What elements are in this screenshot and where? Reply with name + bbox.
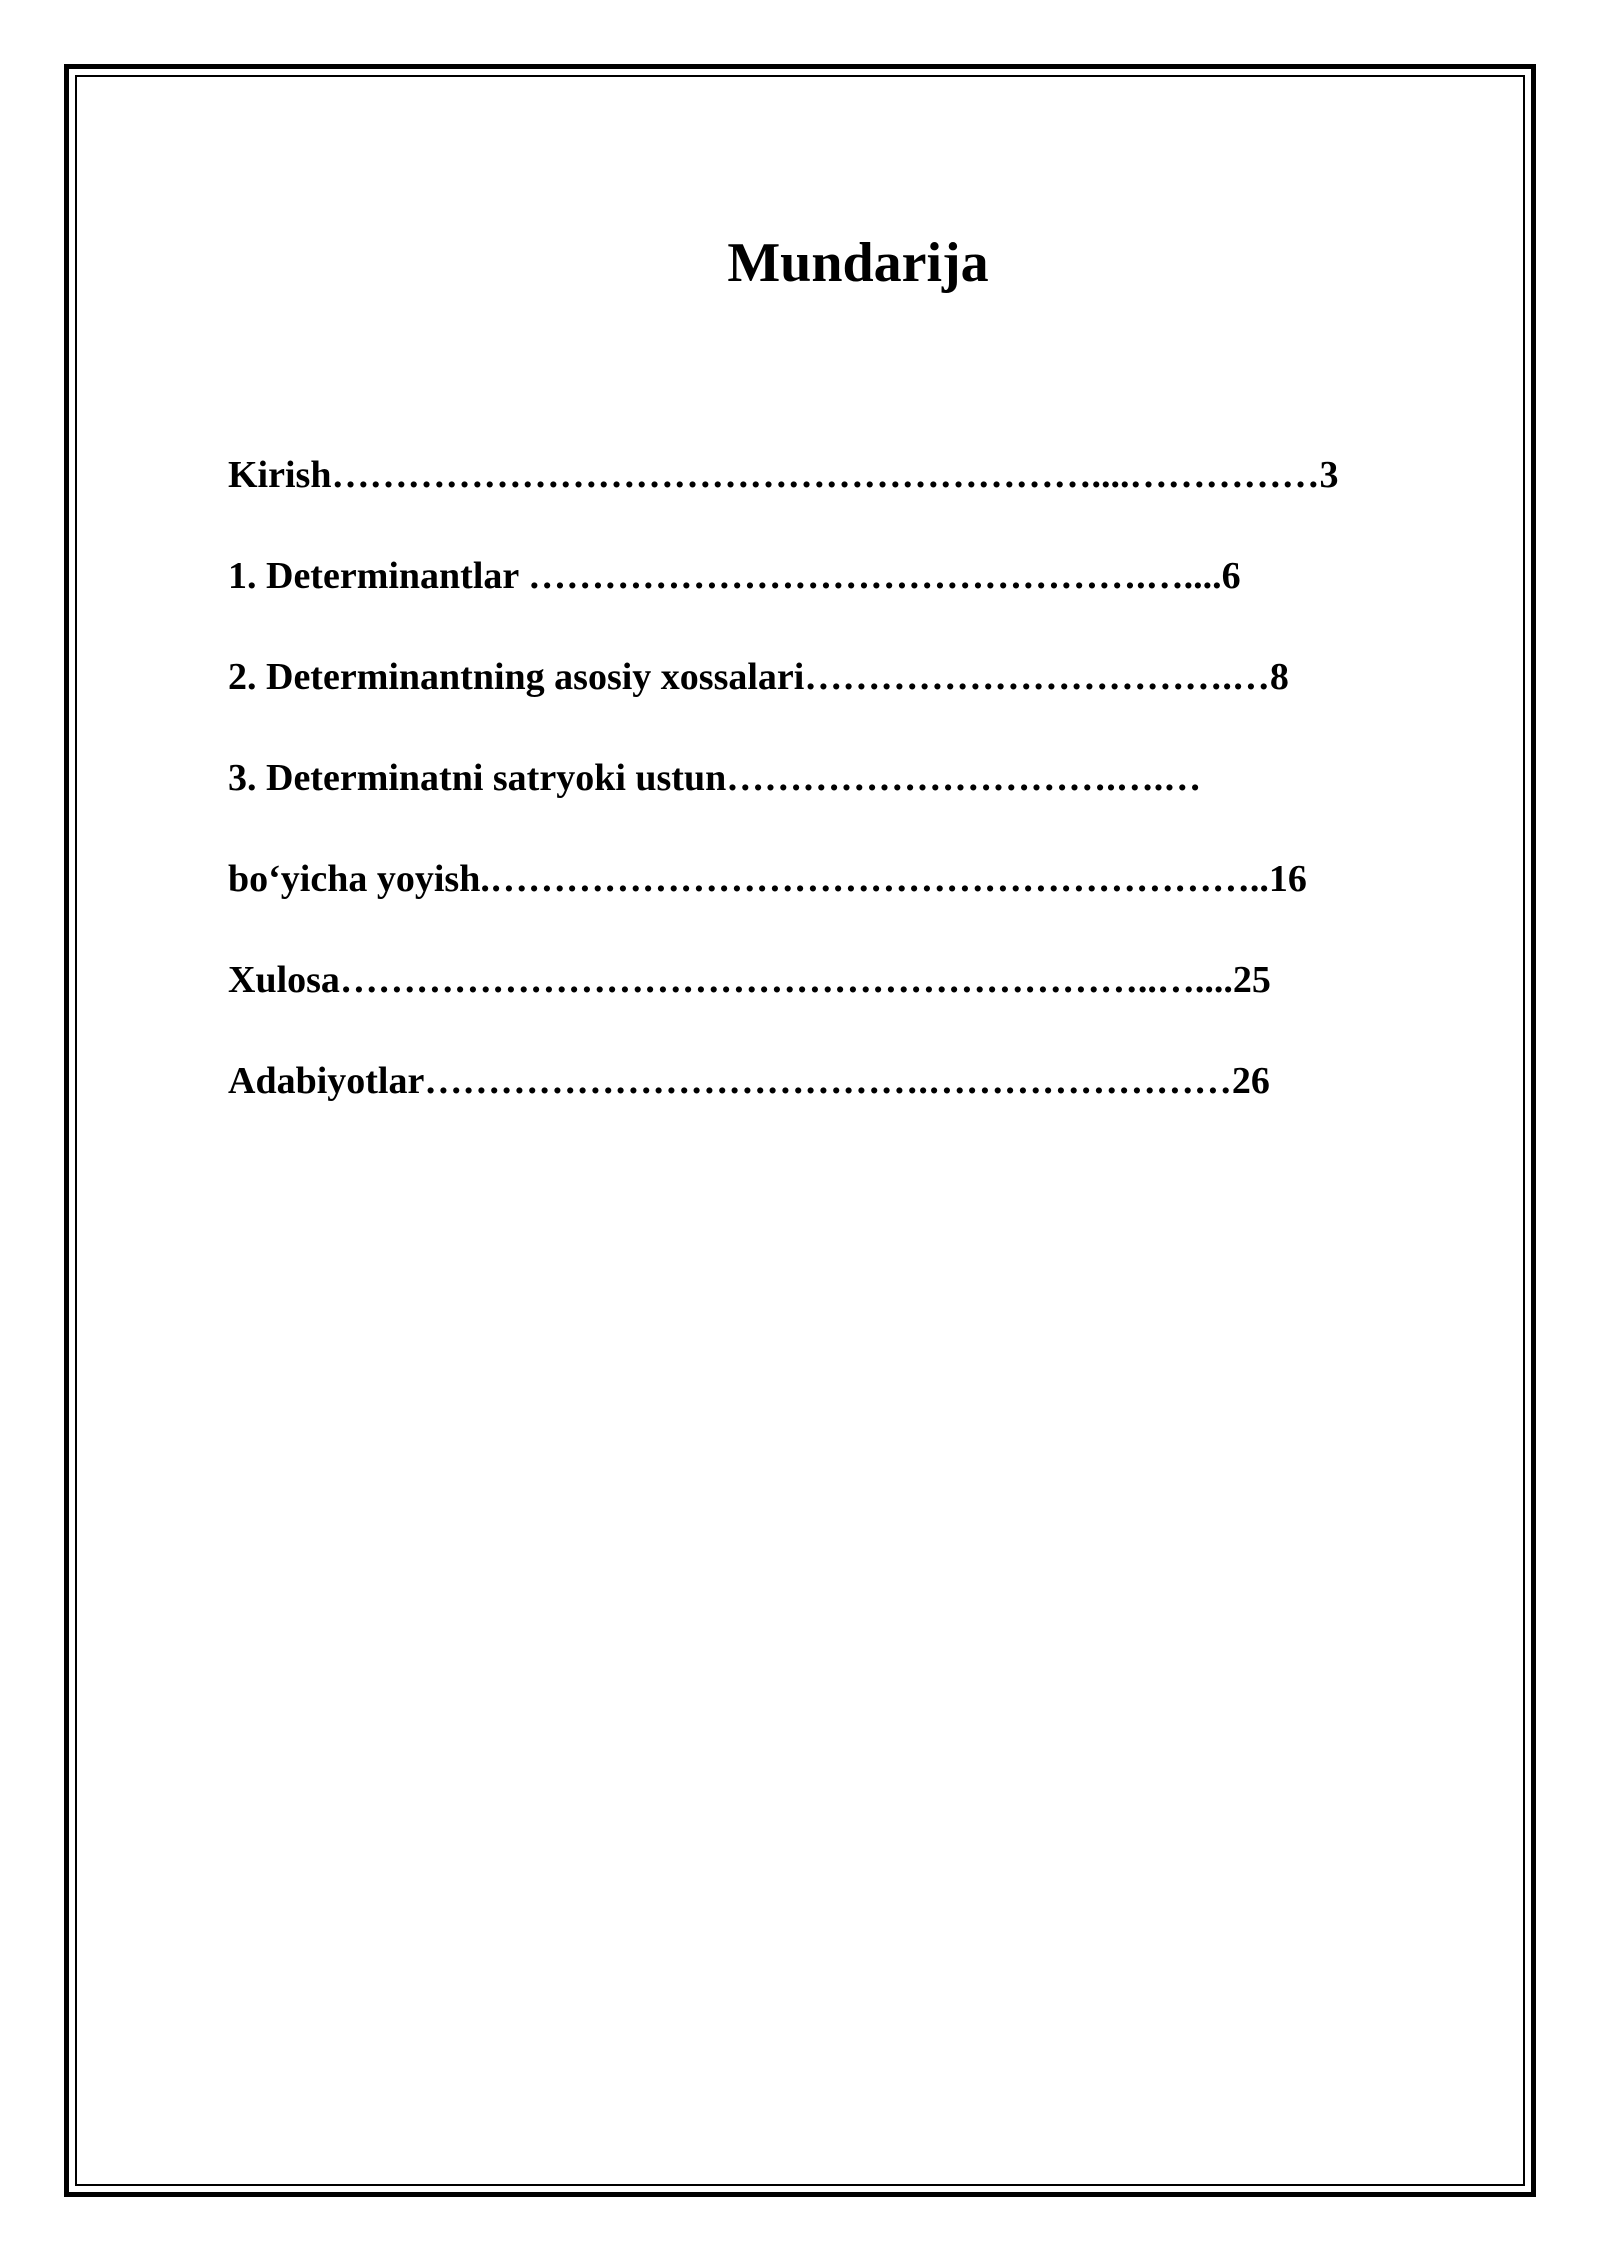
toc-entry-kirish: Kirish……………………………………………………....……………3	[228, 454, 1339, 496]
toc-entry-asosiy-xossalari: 2. Determinantning asosiy xossalari…………………………….…8	[228, 656, 1289, 698]
toc-entry-adabiyotlar: Adabiyotlar………………………………….……………………26	[228, 1060, 1270, 1102]
toc-entry-yoyish: bo‘yicha yoyish.……………………………………………………..16	[228, 858, 1307, 900]
toc-entry-satr-ustun: 3. Determinatni satryoki ustun………………………….….…	[228, 757, 1202, 799]
page-border-inner	[75, 75, 1525, 2186]
toc-entry-determinantlar: 1. Determinantlar ………………………………………….…....6	[228, 555, 1241, 597]
page-title: Mundarija	[727, 232, 989, 294]
toc-entry-xulosa: Xulosa………………………………………………………..…....25	[228, 959, 1271, 1001]
